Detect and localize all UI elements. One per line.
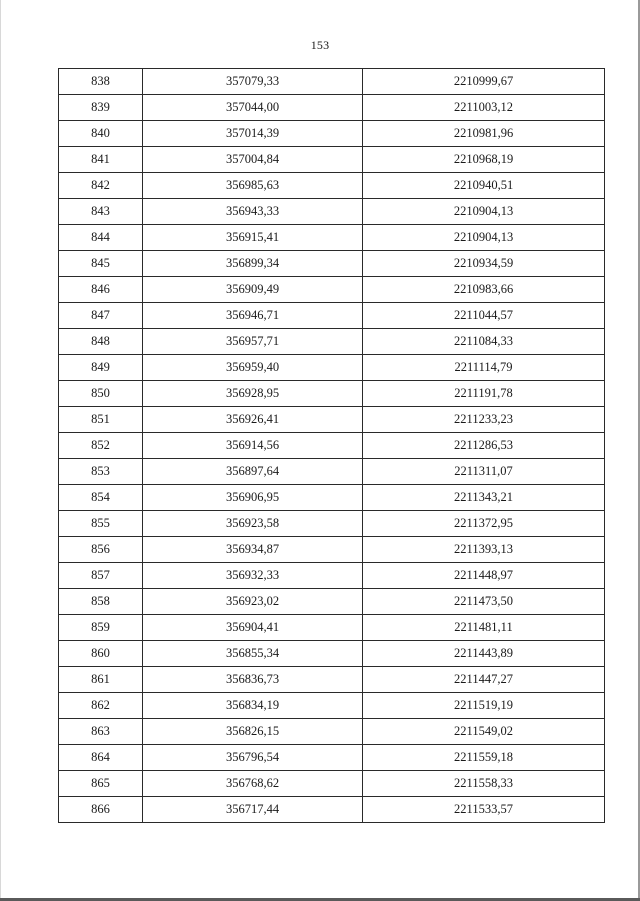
x-coordinate-cell: 357004,84 [143,147,363,173]
y-coordinate-cell: 2210968,19 [363,147,605,173]
table-row [59,407,605,433]
x-coordinate-cell: 357079,33 [143,69,363,95]
table-row [59,329,605,355]
x-coordinate-cell: 356899,34 [143,251,363,277]
y-coordinate-cell: 2211481,11 [363,615,605,641]
point-number-cell: 864 [59,745,143,771]
y-coordinate-cell: 2211286,53 [363,433,605,459]
x-coordinate-cell: 356959,40 [143,355,363,381]
y-coordinate-cell: 2211443,89 [363,641,605,667]
y-coordinate-cell: 2210983,66 [363,277,605,303]
x-coordinate-cell: 356836,73 [143,667,363,693]
scan-edge-left [0,0,1,901]
x-coordinate-cell: 357014,39 [143,121,363,147]
x-coordinate-cell: 356914,56 [143,433,363,459]
table-row [59,459,605,485]
x-coordinate-cell: 356834,19 [143,693,363,719]
table-row [59,537,605,563]
table-row [59,381,605,407]
table-row [59,199,605,225]
x-coordinate-cell: 356985,63 [143,173,363,199]
y-coordinate-cell: 2211084,33 [363,329,605,355]
table-row [59,719,605,745]
point-number-cell: 849 [59,355,143,381]
point-number-cell: 857 [59,563,143,589]
y-coordinate-cell: 2211003,12 [363,95,605,121]
point-number-cell: 839 [59,95,143,121]
x-coordinate-cell: 356897,64 [143,459,363,485]
x-coordinate-cell: 357044,00 [143,95,363,121]
coordinates-table [58,68,605,823]
x-coordinate-cell: 356934,87 [143,537,363,563]
x-coordinate-cell: 356796,54 [143,745,363,771]
y-coordinate-cell: 2210934,59 [363,251,605,277]
table-row [59,69,605,95]
y-coordinate-cell: 2210981,96 [363,121,605,147]
y-coordinate-cell: 2211393,13 [363,537,605,563]
table-row [59,173,605,199]
point-number-cell: 866 [59,797,143,823]
x-coordinate-cell: 356932,33 [143,563,363,589]
point-number-cell: 858 [59,589,143,615]
point-number-cell: 842 [59,173,143,199]
point-number-cell: 865 [59,771,143,797]
table-row [59,563,605,589]
y-coordinate-cell: 2211519,19 [363,693,605,719]
point-number-cell: 862 [59,693,143,719]
table-row [59,511,605,537]
point-number-cell: 860 [59,641,143,667]
y-coordinate-cell: 2210904,13 [363,225,605,251]
point-number-cell: 852 [59,433,143,459]
table-row [59,433,605,459]
point-number-cell: 844 [59,225,143,251]
x-coordinate-cell: 356915,41 [143,225,363,251]
point-number-cell: 843 [59,199,143,225]
y-coordinate-cell: 2211343,21 [363,485,605,511]
y-coordinate-cell: 2211044,57 [363,303,605,329]
table-row [59,277,605,303]
point-number-cell: 840 [59,121,143,147]
y-coordinate-cell: 2211233,23 [363,407,605,433]
point-number-cell: 855 [59,511,143,537]
table-row [59,251,605,277]
x-coordinate-cell: 356926,41 [143,407,363,433]
point-number-cell: 863 [59,719,143,745]
point-number-cell: 846 [59,277,143,303]
table-row [59,147,605,173]
y-coordinate-cell: 2211559,18 [363,745,605,771]
table-row [59,485,605,511]
x-coordinate-cell: 356768,62 [143,771,363,797]
table-row [59,667,605,693]
y-coordinate-cell: 2211533,57 [363,797,605,823]
point-number-cell: 861 [59,667,143,693]
y-coordinate-cell: 2211473,50 [363,589,605,615]
coordinates-table-body [59,69,605,823]
x-coordinate-cell: 356855,34 [143,641,363,667]
point-number-cell: 853 [59,459,143,485]
point-number-cell: 845 [59,251,143,277]
x-coordinate-cell: 356923,02 [143,589,363,615]
table-row [59,797,605,823]
point-number-cell: 838 [59,69,143,95]
y-coordinate-cell: 2211191,78 [363,381,605,407]
y-coordinate-cell: 2211558,33 [363,771,605,797]
point-number-cell: 850 [59,381,143,407]
x-coordinate-cell: 356943,33 [143,199,363,225]
table-row [59,615,605,641]
table-row [59,589,605,615]
point-number-cell: 851 [59,407,143,433]
y-coordinate-cell: 2211549,02 [363,719,605,745]
y-coordinate-cell: 2211114,79 [363,355,605,381]
x-coordinate-cell: 356909,49 [143,277,363,303]
x-coordinate-cell: 356957,71 [143,329,363,355]
table-row [59,745,605,771]
y-coordinate-cell: 2211447,27 [363,667,605,693]
point-number-cell: 856 [59,537,143,563]
table-row [59,121,605,147]
point-number-cell: 854 [59,485,143,511]
table-row [59,641,605,667]
point-number-cell: 847 [59,303,143,329]
x-coordinate-cell: 356906,95 [143,485,363,511]
point-number-cell: 841 [59,147,143,173]
y-coordinate-cell: 2211372,95 [363,511,605,537]
point-number-cell: 859 [59,615,143,641]
page-number: 153 [310,38,330,52]
x-coordinate-cell: 356923,58 [143,511,363,537]
x-coordinate-cell: 356826,15 [143,719,363,745]
x-coordinate-cell: 356904,41 [143,615,363,641]
table-row [59,771,605,797]
table-row [59,693,605,719]
table-row [59,355,605,381]
y-coordinate-cell: 2211448,97 [363,563,605,589]
table-row [59,303,605,329]
point-number-cell: 848 [59,329,143,355]
x-coordinate-cell: 356946,71 [143,303,363,329]
table-row [59,225,605,251]
x-coordinate-cell: 356717,44 [143,797,363,823]
y-coordinate-cell: 2210940,51 [363,173,605,199]
y-coordinate-cell: 2210999,67 [363,69,605,95]
y-coordinate-cell: 2210904,13 [363,199,605,225]
table-row [59,95,605,121]
x-coordinate-cell: 356928,95 [143,381,363,407]
y-coordinate-cell: 2211311,07 [363,459,605,485]
